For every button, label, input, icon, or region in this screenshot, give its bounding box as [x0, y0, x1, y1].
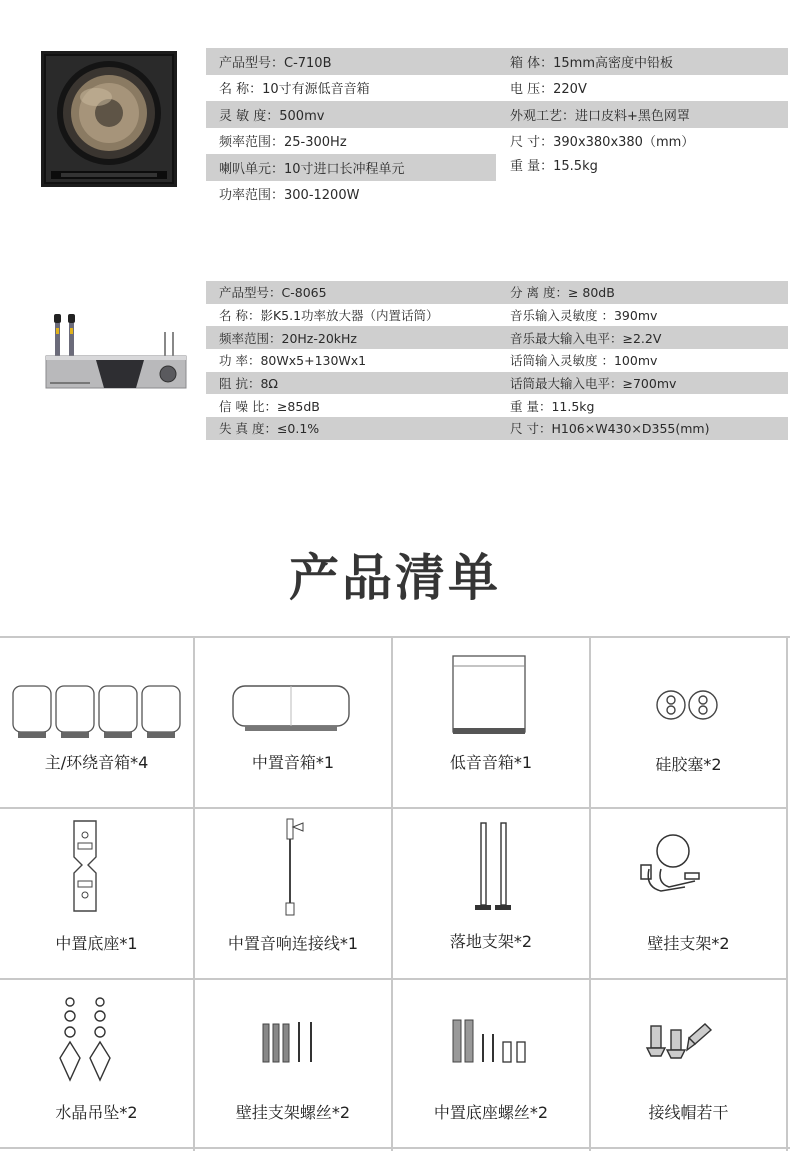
floor-stand-icon — [473, 819, 517, 917]
item-label: 壁挂支架*2 — [647, 934, 730, 953]
spec-row — [206, 394, 788, 417]
spec-cell: 箱 体：15mm高密度中铅板 — [510, 55, 674, 71]
grid-cell — [195, 809, 393, 980]
subwoofer-spec-table — [206, 48, 788, 207]
spec-cell: 音乐最大输入电平：≥2.2V — [510, 330, 662, 346]
item-label: 低音音箱*1 — [449, 753, 533, 772]
spec-row — [206, 48, 788, 75]
spec-row — [206, 372, 788, 395]
item-label: 水晶吊坠*2 — [55, 1103, 138, 1122]
item-label: 中置底座螺丝*2 — [433, 1103, 549, 1122]
grid-cell — [393, 809, 591, 980]
grid-cell — [393, 638, 591, 809]
item-label: 中置音响连接线*1 — [227, 934, 359, 953]
connection-cable-icon — [277, 815, 311, 923]
spec-row — [206, 181, 788, 208]
grid-cell — [591, 638, 788, 809]
spec-cell: 分 离 度：≥ 80dB — [510, 285, 615, 301]
spec-row — [206, 128, 788, 155]
subwoofer-photo — [41, 51, 177, 187]
item-label: 落地支架*2 — [449, 932, 533, 951]
item-label: 主/环绕音箱*4 — [44, 753, 149, 772]
spec-cell: 喇叭单元：10寸进口长冲程单元 — [219, 161, 405, 177]
spec-cell: 名 称：10寸有源低音音箱 — [219, 82, 370, 98]
spec-row — [206, 417, 788, 440]
spec-cell: 频率范围：20Hz-20kHz — [219, 330, 357, 346]
spec-cell: 尺 寸：H106×W430×D355(mm) — [510, 421, 710, 437]
spec-cell: 失 真 度：≤0.1% — [219, 421, 320, 437]
grid-cell — [0, 809, 195, 980]
spec-cell: 重 量：11.5kg — [510, 398, 595, 414]
spec-cell: 功 率：80Wx5+130Wx1 — [219, 353, 367, 369]
spec-cell: 外观工艺：进口皮料+黑色网罩 — [510, 108, 690, 124]
item-label: 壁挂支架螺丝*2 — [235, 1103, 351, 1122]
spec-row — [206, 349, 788, 372]
spec-row — [206, 154, 788, 181]
spec-cell: 产品型号：C-8065 — [219, 285, 327, 301]
grid-cell — [0, 980, 195, 1151]
grid-cell — [195, 638, 393, 809]
center-base-screws-icon — [449, 1016, 539, 1072]
spec-row — [206, 281, 788, 304]
crystal-pendant-icon — [54, 994, 120, 1094]
spec-cell: 名 称：影K5.1功率放大器（内置话筒） — [219, 308, 439, 324]
spec-cell: 重 量：15.5kg — [496, 154, 788, 181]
grid-cell — [591, 980, 788, 1151]
spec-cell: 音乐输入灵敏度 ：390mv — [510, 308, 658, 324]
wall-bracket-icon — [635, 829, 711, 907]
grid-cell — [0, 638, 195, 809]
amplifier-spec-table — [206, 281, 788, 440]
spec-cell: 信 噪 比：≥85dB — [219, 398, 320, 414]
spec-cell: 阻 抗：8Ω — [219, 376, 278, 392]
section-title: 产品清单 — [289, 549, 501, 607]
item-label: 接线帽若干 — [648, 1103, 729, 1122]
spec-cell: 尺 寸：390x380x380（mm） — [510, 135, 695, 151]
silicone-plug-icon — [655, 688, 721, 726]
spec-cell: 灵 敏 度：500mv — [219, 108, 325, 124]
spec-cell: 产品型号：C-710B — [219, 55, 332, 71]
satellite-speakers-icon — [10, 682, 188, 746]
spec-cell: 电 压：220V — [510, 82, 587, 98]
grid-cell — [591, 809, 788, 980]
contents-grid — [0, 636, 790, 1149]
amplifier-photo — [44, 312, 188, 394]
spec-row — [206, 304, 788, 327]
center-speaker-icon — [229, 682, 353, 738]
spec-row — [206, 326, 788, 349]
spec-cell: 频率范围：25-300Hz — [219, 135, 347, 151]
grid-cell — [195, 980, 393, 1151]
spec-cell: 话筒最大输入电平：≥700mv — [510, 376, 677, 392]
center-base-icon — [66, 817, 106, 919]
item-label: 中置底座*1 — [55, 934, 138, 953]
spec-row — [206, 75, 788, 102]
wire-caps-icon — [645, 1018, 715, 1066]
wall-bracket-screws-icon — [259, 1018, 323, 1072]
item-label: 中置音箱*1 — [251, 753, 335, 772]
grid-cell — [393, 980, 591, 1151]
spec-cell: 话筒输入灵敏度 ：100mv — [510, 353, 658, 369]
spec-cell: 功率范围：300-1200W — [219, 188, 360, 204]
spec-row — [206, 101, 788, 128]
subwoofer-icon — [449, 652, 529, 742]
item-label: 硅胶塞*2 — [655, 755, 722, 774]
